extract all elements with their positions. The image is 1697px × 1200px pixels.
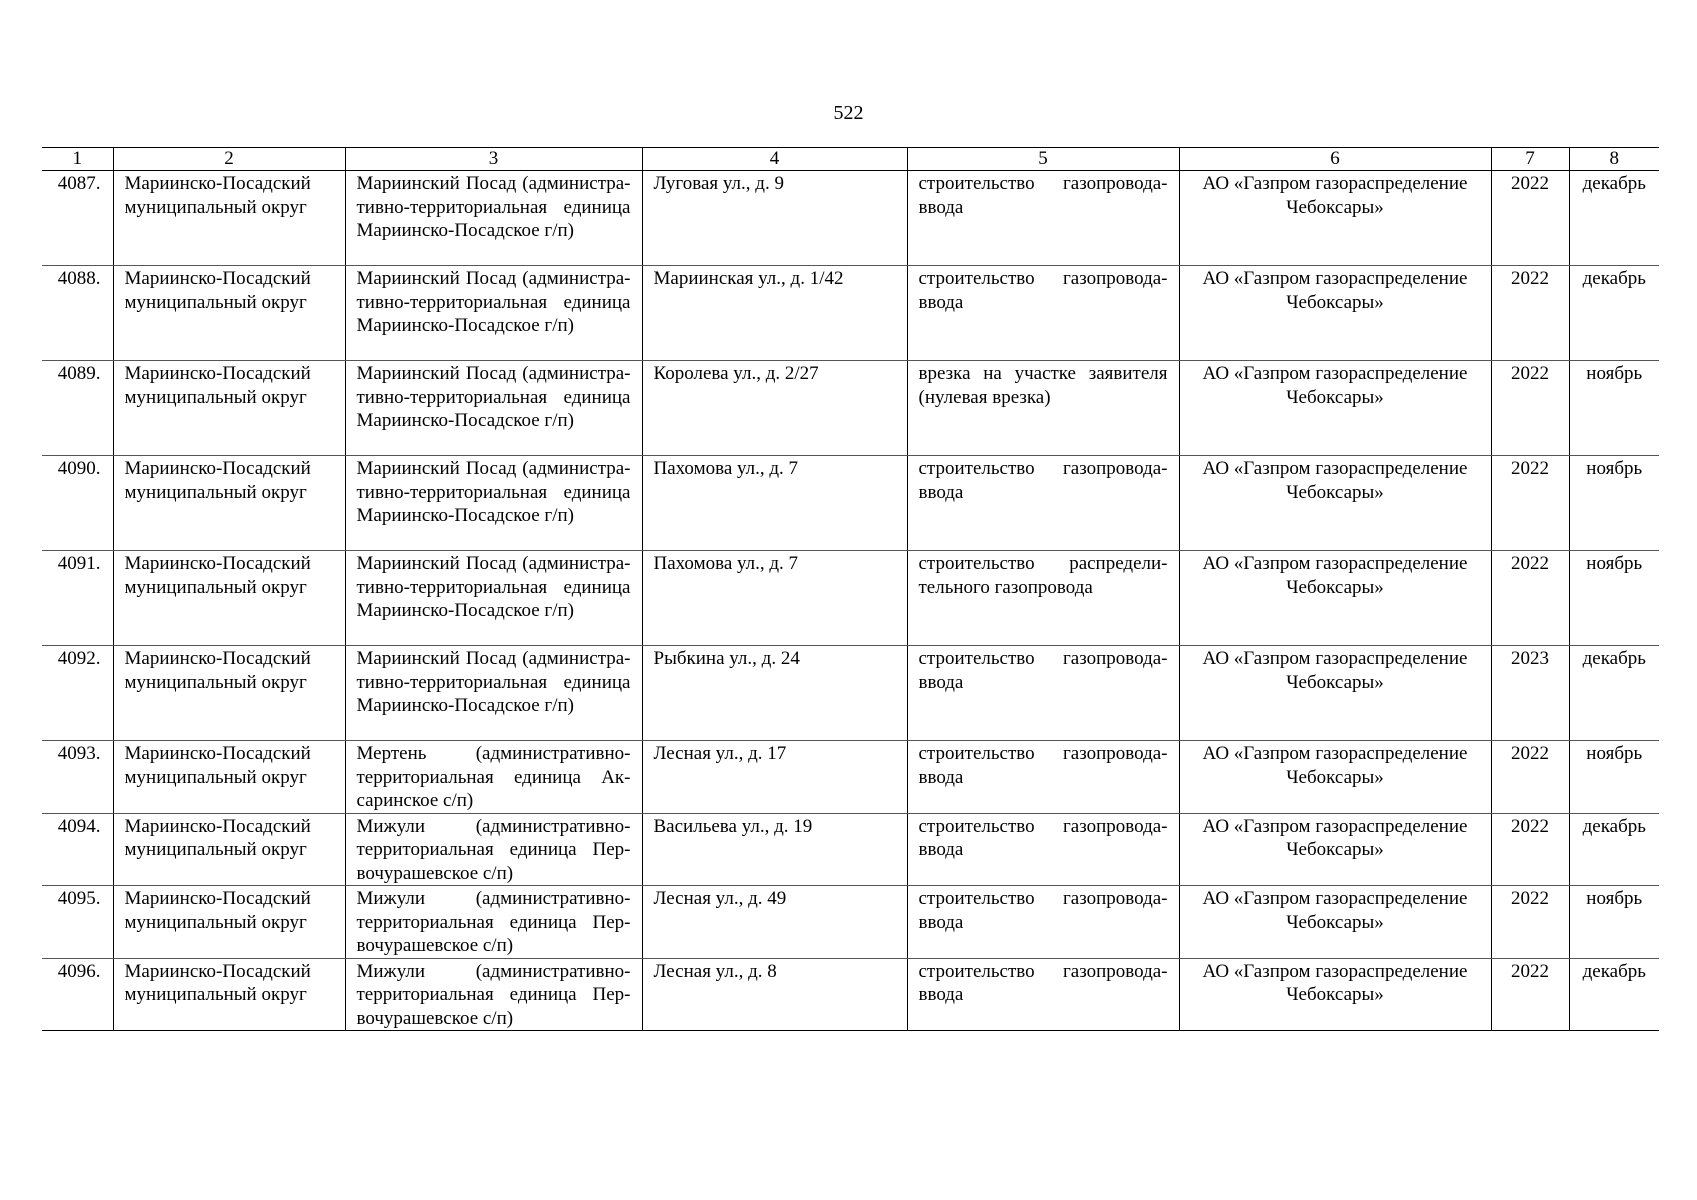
column-header: 3 <box>345 148 642 171</box>
organization-cell: АО «Газпром газораспределение Чебоксары» <box>1179 741 1491 814</box>
page-number: 522 <box>833 102 864 124</box>
gasification-table <box>42 147 1659 1031</box>
table-row <box>42 646 1659 741</box>
row-number: 4089. <box>42 361 113 456</box>
work-cell: строительство газопровода-ввода <box>907 958 1179 1031</box>
district-cell: Мариинско-Посадский муниципальный округ <box>113 266 345 361</box>
year-cell: 2022 <box>1491 813 1569 886</box>
address-cell: Пахомова ул., д. 7 <box>642 551 907 646</box>
organization-cell: АО «Газпром газораспределение Чебоксары» <box>1179 456 1491 551</box>
row-number: 4092. <box>42 646 113 741</box>
year-cell: 2022 <box>1491 551 1569 646</box>
settlement-cell: Мариинский Посад (административно-территориальная единица Мариинско-Посадское г/п) <box>345 361 642 456</box>
settlement-cell: Мижули (административно-территориальная единица Первочурашевское с/п) <box>345 886 642 959</box>
month-cell: ноябрь <box>1569 361 1659 456</box>
address-cell: Пахомова ул., д. 7 <box>642 456 907 551</box>
table-row <box>42 551 1659 646</box>
work-cell: строительство газопровода-ввода <box>907 741 1179 814</box>
column-header: 2 <box>113 148 345 171</box>
organization-cell: АО «Газпром газораспределение Чебоксары» <box>1179 266 1491 361</box>
table-row <box>42 361 1659 456</box>
work-cell: строительство распределительного газопровода <box>907 551 1179 646</box>
address-cell: Васильева ул., д. 19 <box>642 813 907 886</box>
month-cell: декабрь <box>1569 171 1659 266</box>
row-number: 4088. <box>42 266 113 361</box>
settlement-cell: Мариинский Посад (административно-территориальная единица Мариинско-Посадское г/п) <box>345 171 642 266</box>
row-number: 4090. <box>42 456 113 551</box>
organization-cell: АО «Газпром газораспределение Чебоксары» <box>1179 886 1491 959</box>
month-cell: ноябрь <box>1569 886 1659 959</box>
address-cell: Луговая ул., д. 9 <box>642 171 907 266</box>
district-cell: Мариинско-Посадский муниципальный округ <box>113 886 345 959</box>
month-cell: декабрь <box>1569 813 1659 886</box>
district-cell: Мариинско-Посадский муниципальный округ <box>113 646 345 741</box>
year-cell: 2022 <box>1491 171 1569 266</box>
table-row <box>42 171 1659 266</box>
month-cell: декабрь <box>1569 266 1659 361</box>
address-cell: Лесная ул., д. 49 <box>642 886 907 959</box>
month-cell: ноябрь <box>1569 551 1659 646</box>
month-cell: декабрь <box>1569 958 1659 1031</box>
work-cell: строительство газопровода-ввода <box>907 813 1179 886</box>
organization-cell: АО «Газпром газораспределение Чебоксары» <box>1179 958 1491 1031</box>
work-cell: строительство газопровода-ввода <box>907 456 1179 551</box>
district-cell: Мариинско-Посадский муниципальный округ <box>113 171 345 266</box>
year-cell: 2022 <box>1491 958 1569 1031</box>
settlement-cell: Мариинский Посад (административно-территориальная единица Мариинско-Посадское г/п) <box>345 266 642 361</box>
month-cell: ноябрь <box>1569 741 1659 814</box>
row-number: 4095. <box>42 886 113 959</box>
table-row <box>42 886 1659 959</box>
work-cell: строительство газопровода-ввода <box>907 266 1179 361</box>
address-cell: Рыбкина ул., д. 24 <box>642 646 907 741</box>
work-cell: строительство газопровода-ввода <box>907 171 1179 266</box>
work-cell: строительство газопровода-ввода <box>907 886 1179 959</box>
table-row <box>42 741 1659 814</box>
address-cell: Лесная ул., д. 17 <box>642 741 907 814</box>
column-header: 7 <box>1491 148 1569 171</box>
address-cell: Лесная ул., д. 8 <box>642 958 907 1031</box>
column-header: 6 <box>1179 148 1491 171</box>
district-cell: Мариинско-Посадский муниципальный округ <box>113 813 345 886</box>
year-cell: 2022 <box>1491 741 1569 814</box>
year-cell: 2022 <box>1491 266 1569 361</box>
district-cell: Мариинско-Посадский муниципальный округ <box>113 741 345 814</box>
table-row <box>42 266 1659 361</box>
row-number: 4087. <box>42 171 113 266</box>
table-row <box>42 456 1659 551</box>
organization-cell: АО «Газпром газораспределение Чебоксары» <box>1179 171 1491 266</box>
row-number: 4096. <box>42 958 113 1031</box>
organization-cell: АО «Газпром газораспределение Чебоксары» <box>1179 551 1491 646</box>
settlement-cell: Мертень (административно-территориальная единица Аксаринское с/п) <box>345 741 642 814</box>
address-cell: Королева ул., д. 2/27 <box>642 361 907 456</box>
month-cell: ноябрь <box>1569 456 1659 551</box>
work-cell: врезка на участке заявителя (нулевая врезка) <box>907 361 1179 456</box>
district-cell: Мариинско-Посадский муниципальный округ <box>113 551 345 646</box>
work-cell: строительство газопровода-ввода <box>907 646 1179 741</box>
district-cell: Мариинско-Посадский муниципальный округ <box>113 361 345 456</box>
organization-cell: АО «Газпром газораспределение Чебоксары» <box>1179 813 1491 886</box>
address-cell: Мариинская ул., д. 1/42 <box>642 266 907 361</box>
row-number: 4093. <box>42 741 113 814</box>
district-cell: Мариинско-Посадский муниципальный округ <box>113 456 345 551</box>
column-header: 5 <box>907 148 1179 171</box>
year-cell: 2023 <box>1491 646 1569 741</box>
column-header: 1 <box>42 148 113 171</box>
column-header: 8 <box>1569 148 1659 171</box>
year-cell: 2022 <box>1491 361 1569 456</box>
row-number: 4094. <box>42 813 113 886</box>
district-cell: Мариинско-Посадский муниципальный округ <box>113 958 345 1031</box>
settlement-cell: Мариинский Посад (административно-территориальная единица Мариинско-Посадское г/п) <box>345 646 642 741</box>
organization-cell: АО «Газпром газораспределение Чебоксары» <box>1179 361 1491 456</box>
year-cell: 2022 <box>1491 886 1569 959</box>
settlement-cell: Мариинский Посад (административно-территориальная единица Мариинско-Посадское г/п) <box>345 551 642 646</box>
month-cell: декабрь <box>1569 646 1659 741</box>
organization-cell: АО «Газпром газораспределение Чебоксары» <box>1179 646 1491 741</box>
table-row <box>42 813 1659 886</box>
settlement-cell: Мижули (административно-территориальная единица Первочурашевское с/п) <box>345 958 642 1031</box>
table-row <box>42 958 1659 1031</box>
settlement-cell: Мижули (административно-территориальная единица Первочурашевское с/п) <box>345 813 642 886</box>
column-header: 4 <box>642 148 907 171</box>
row-number: 4091. <box>42 551 113 646</box>
column-number-row <box>42 148 1659 171</box>
year-cell: 2022 <box>1491 456 1569 551</box>
settlement-cell: Мариинский Посад (административно-территориальная единица Мариинско-Посадское г/п) <box>345 456 642 551</box>
